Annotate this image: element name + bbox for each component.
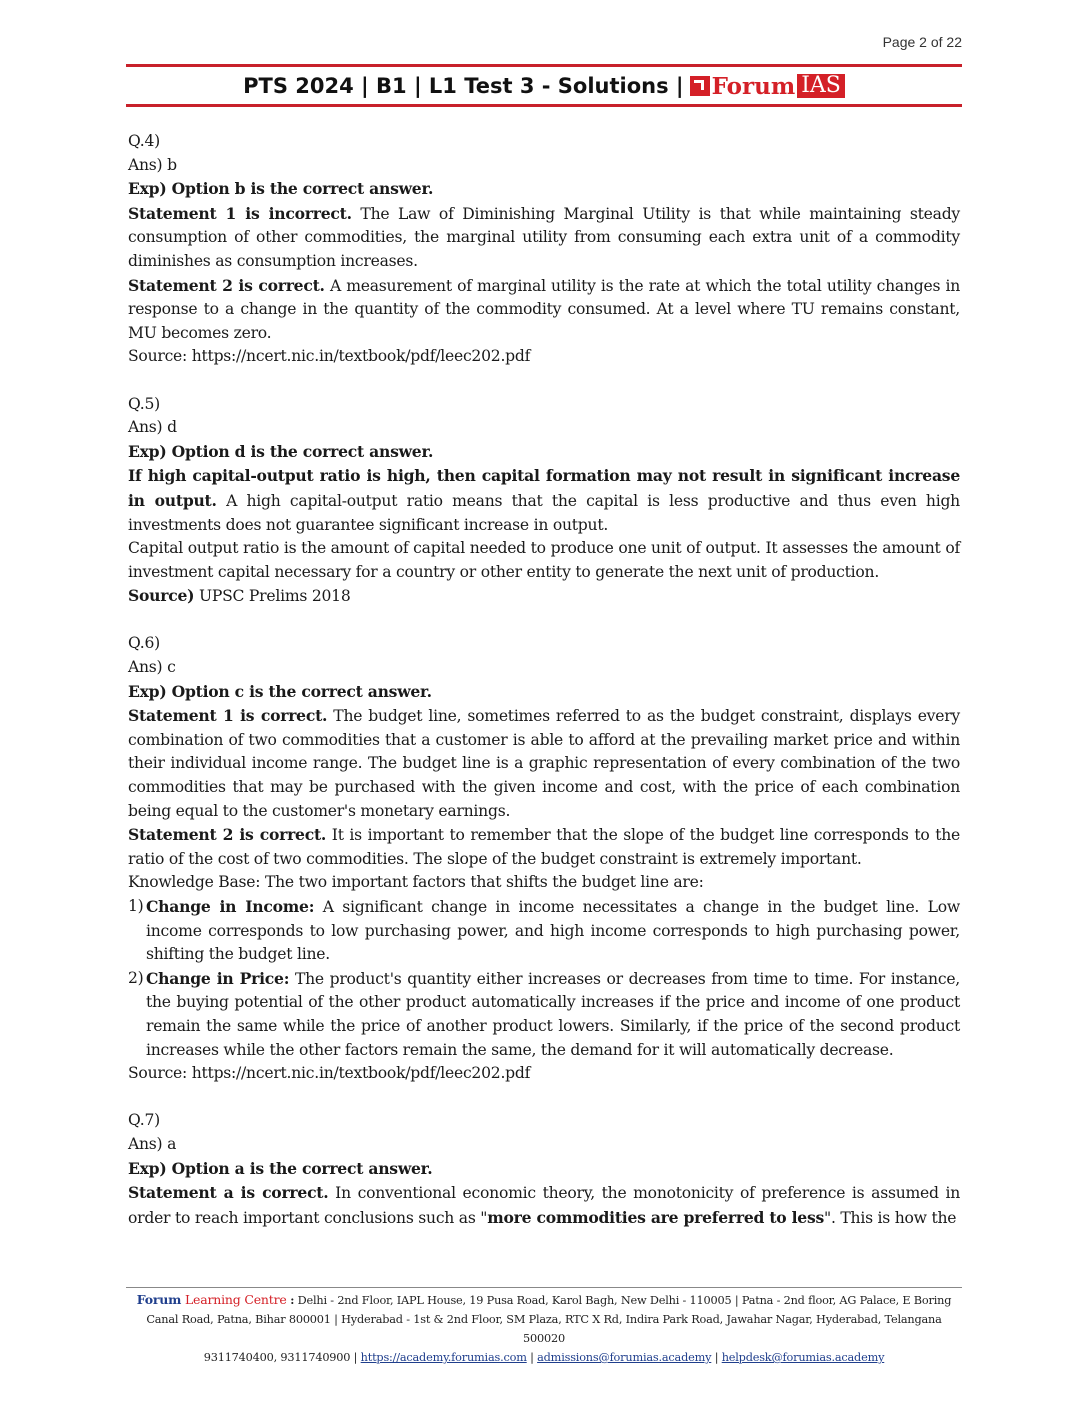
statement-paragraph: Statement a is correct. In conventional economic theory, the monotonicity of preference is assumed in order to reach important conclusions such as "more commodities are preferred to less". This is how the [128,1183,961,1227]
statement-paragraph: Statement 2 is correct. A measurement of marginal utility is the rate at which the total utility changes in response to a change in the quantity of the commodity consumed. At a level where TU remains constant, MU becomes zero. [128,275,961,342]
statement-paragraph: Statement 1 is correct. The budget line, sometimes referred to as the budget constraint, displays every combination of two commodities that a customer is able to afford at the prevailing market price and within their individual income range. The budget line is a graphic representation of every combination of the two commodities that may be purchased with the given income and cost, with the price of each combination being equal to the customer's monetary earnings. [128,706,960,820]
header-title: PTS 2024 | B1 | L1 Test 3 - Solutions | [243,74,684,98]
knowledge-base-line: Knowledge Base: The two important factors that shifts the budget line are: [128,873,704,892]
statement-paragraph: Statement 1 is incorrect. The Law of Diminishing Marginal Utility is that while maintaining steady consumption of other commodities, the marginal utility from consuming each extra unit of a commodity diminishes as consumption increases. [128,203,960,270]
list-item: 2) Change in Price: The product's quantity either increases or decreases from time to time. For instance, the buying potential of the other product automatically increases if the price and income of one product remain the same while the price of another product lowers. Similarly, if the price of the second product increases while the other factors remain the same, the demand for it will automatically decrease. [128,968,961,1059]
logo-ias-text: IAS [797,74,845,98]
list-item: 1) Change in Income: A significant change in income necessitates a change in the budget line. Low income corresponds to low purchasing power, and high income corresponds to high purchasing power, shifting the budget line. [128,897,960,964]
footer-rule [126,1287,962,1288]
footer-addresses: Delhi - 2nd Floor, IAPL House, 19 Pusa Road, Karol Bagh, New Delhi - 110005 | Patna - 2nd floor, AG Palace, E Boring Canal Road, Patna, Bihar 800001 | Hyderabad - 1st & 2nd Floor, SM Plaza, RTC X Rd, Indira Park Road, Jawahar Nagar, Hyderabad, Telangana 500020 [146,1294,952,1345]
header-top-rule [126,64,962,67]
answer-line: Ans) d [128,418,177,437]
statement-paragraph: Statement 2 is correct. It is important to remember that the slope of the budget line corresponds to the ratio of the cost of two commodities. The slope of the budget constraint is extremely important. [128,825,960,868]
helpdesk-email-link[interactable]: helpdesk@forumias.academy [721,1351,885,1364]
academy-link[interactable]: https://academy.forumias.com [360,1351,527,1364]
question-label: Q.4) [128,132,160,150]
explanation-line: Exp) Option a is the correct answer. [128,1158,433,1178]
source-line: Source) UPSC Prelims 2018 [128,586,351,606]
page-number: Page 2 of 22 [882,34,962,50]
footer-learning-centre: Learning Centre [181,1292,287,1307]
explanation-line: Exp) Option b is the correct answer. [128,179,434,199]
page-footer: Forum Learning Centre : Delhi - 2nd Floor, IAPL House, 19 Pusa Road, Karol Bagh, New Delhi - 110005 | Patna - 2nd floor, AG Palace, E Boring Canal Road, Patna, Bihar 800001 | Hyderabad - 1st & 2nd Floor, SM Plaza, RTC X Rd, Indira Park Road, Jawahar Nagar, Hyderabad, Telangana 500020 9311740400, 9311740900 | https://academy.forumias.com | admissions@forumias.academy | helpdesk@forumias.academy [136,1292,952,1364]
answer-line: Ans) a [128,1134,177,1153]
explanation-line: Exp) Option d is the correct answer. [128,441,434,461]
answer-line: Ans) c [128,658,176,677]
statement-paragraph: If high capital-output ratio is high, then capital formation may not result in significant increase in output. A high capital-output ratio means that the capital is less productive and thus even high investments does not guarantee significant increase in output. [128,466,960,534]
answer-line: Ans) b [128,155,177,174]
question-label: Q.6) [128,634,160,653]
document-header [126,70,962,102]
source-line: Source: https://ncert.nic.in/textbook/pdf/leec202.pdf [128,1064,531,1083]
footer-forum: Forum [136,1292,182,1307]
forumias-logo [690,73,845,100]
explanation-line: Exp) Option c is the correct answer. [128,681,432,701]
solutions-body [128,130,960,1230]
body-paragraph: Capital output ratio is the amount of capital needed to produce one unit of output. It assesses the amount of investment capital necessary for a country or other entity to generate the next unit of production. [128,539,960,581]
source-line: Source: https://ncert.nic.in/textbook/pdf/leec202.pdf [128,347,531,366]
admissions-email-link[interactable]: admissions@forumias.academy [537,1351,712,1364]
logo-forum-text: Forum [711,72,796,100]
question-label: Q.5) [128,394,160,413]
arrow-icon [690,76,710,96]
footer-phones: 9311740400, 9311740900 | [203,1351,361,1364]
question-label: Q.7) [128,1111,160,1130]
header-bottom-rule [126,104,962,107]
